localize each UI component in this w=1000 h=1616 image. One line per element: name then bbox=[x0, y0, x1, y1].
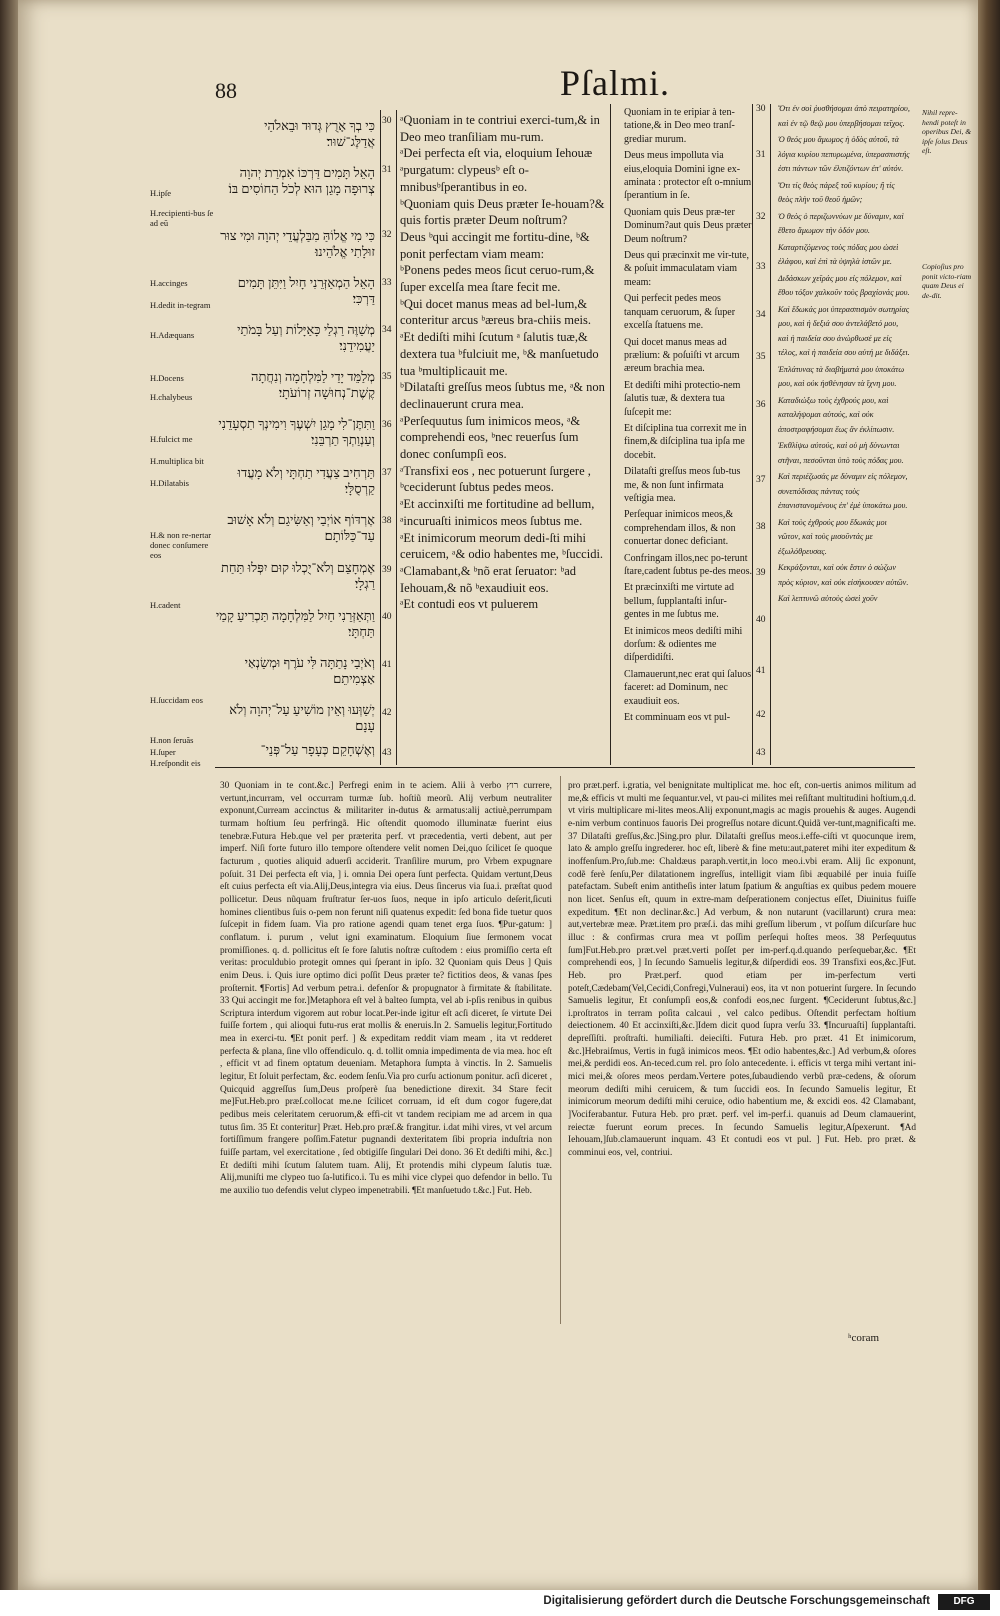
hebrew-line: מְלַמֵּד יָדַי לַמִּלְחָמָה וְנִחֲתָה קֶשֶׁת־נְחוּשָׁה זְרוֹעֹתָי׃ bbox=[251, 369, 375, 400]
verse-text: Et comminuam eos vt pul- bbox=[624, 712, 731, 724]
hebrew-line: תַּרְחִיב צַעֲדִי תַחְתָּי וְלֹא מָעֲדוּ קַרְסֻלָּי׃ bbox=[237, 465, 375, 496]
verse-text: Deus ᵇqui accingit me fortitu-dine, ᵇ& ponit perfectam viam meam: bbox=[400, 229, 590, 261]
verse-text: Καταδιώξω τοὺς ἐχθρούς μου, καὶ καταλήψομαι αὐτούς, καὶ οὐκ ἀποστραφήσομαι ἕως ἂν ἐκλίπωσιν. bbox=[778, 395, 895, 434]
verse-text: Et diſciplina tua correxit me in finem,& diſciplina tua ipſa me docebit. bbox=[624, 422, 747, 461]
hebrew-line: אֶרְדּוֹף אוֹיְבַי וְאַשִּׂיגֵם וְלֹא אָשׁוּב עַד־כַּלּוֹתָם׃ bbox=[227, 512, 375, 543]
verse-text: Dilataſti greſſus meos ſub-tus me, & non ſunt infirmata veſtigia mea. bbox=[624, 466, 741, 504]
verse-text: Quoniam in te eripiar à ten-tatione,& in Deo meo tranſ-grediar murum. bbox=[624, 107, 735, 145]
verse-number: 39 bbox=[756, 568, 766, 578]
verse-text: Καὶ ἔδωκάς μοι ὑπερασπισμὸν σωτηρίας μου, καὶ ἡ δεξιά σου ἀντελάβετό μου, καὶ ἡ παιδεία σου ἀνώρθωσέ με εἰς τέλος, καὶ ἡ παιδεία σου αὐτή με διδάξει. bbox=[778, 304, 910, 357]
verse-text: Quoniam quis Deus præ-ter Dominum?aut quis Deus præter Deum noſtrum? bbox=[624, 206, 752, 245]
verse-number: 31 bbox=[756, 150, 766, 160]
verse-number: 36 bbox=[756, 400, 766, 410]
hebrew-line: הָאֵל הַמְאַזְּרֵנִי חָיִל וַיִּתֵּן תָּמִים דַּרְכִּי׃ bbox=[237, 275, 375, 306]
margin-note: H.Docens bbox=[150, 373, 184, 383]
column-rule bbox=[610, 104, 611, 765]
margin-note: H.dedit in-tegram bbox=[150, 300, 211, 310]
margin-note: Nihil repre-hendi poteſt in operibus Dei, & ipſe ſolus Deus eſt. bbox=[922, 108, 972, 155]
verse-text: Διδάσκων χεῖράς μου εἰς πόλεμον, καὶ ἔθου τόξον χαλκοῦν τοὺς βραχίονάς μου. bbox=[778, 273, 910, 297]
digitization-footer bbox=[0, 1590, 1000, 1616]
hebrew-line: וַתְּאַזְּרֵנִי חַיִל לַמִּלְחָמָה תַּכְרִיעַ קָמַי תַּחְתָּי׃ bbox=[215, 608, 375, 639]
verse-text: ᵃEt inimicorum meorum dedi-ſti mihi ceruicem, ᵃ& odio habentes me, ᵇſuccidi. bbox=[400, 530, 604, 562]
hebrew-line: אֶמְחָצֵם וְלֹא־יֻכְלוּ קוּם יִפְּלוּ תַּחַת רַגְלָי׃ bbox=[220, 560, 375, 591]
verse-number: 41 bbox=[756, 666, 766, 676]
commentary-left-column: 30 Quoniam in te cont.&c.] Perfregi enim in te aciem. Alii à verbo רוץ currere, vertunt,incurram, vel occurram turmæ ſub. hoſtiũ meorũ. Alij verbum neutraliter exponunt,Curream accinctus & militariter in-dutus & armatus:alij actiuè,perrumpam turmam hoſtium ſeu perfringã. Hic oſtendit quomodo illuminatæ fuerint eius tenebræ.Futura Heb.que vel per præterita perf. vt præcedentia, verti debent, aut per imperf. Niſi forte futuro illo tempore oſtendere velit nomen Dei,quo ſcilicet ſe quoque facturum , quoties aliquid aduerſi acciderit. Tranſilire murum, pro Vrbem expugnare poſuit. 31 Dei perfecta eſt via, ] i. omnia Dei opera ſunt perfecta. Quidam vertunt,Deus eſt cuius perfecta eſt via.Alij,Deus,integra via eius. Deus ſincerus via ſua.i. præſtat quod pollicetur. Deus nũquam fruſtratur ſer-uos ſuos, neque in ipſo articulo deſerit,ſicuti homines clientibus ſuis o-pem non ferunt niſi quatenus expedit: ſed bona fide tuetur quos ſuſcepit in fidem ſuam. Via pro ratione agendi quam tenet erga ſuos. ¶Pur-gatum: ] conflatum. i. purum , velut igni examinatum. Eloquium ſiue ſermonem vocat promiſſiones. q. d. pollicitus eſt ſe fore ſalutis noſtræ cuſtodem : eius promiſſio certa eſt veritas: proculdubio protegit omnes qui ſperant in ipſo. 32 Quoniam quis Deus ] Quis enim Deus. i. Quis iure optimo dici poſſit Deus præter te? fictitios deos, & vanas ſpes proſternit. ¶Fortis] Ad verbum petra.i. defenſor & propugnator à firmitate & ſtabilitate. 33 Qui accingit me for.]Metaphora eſt vel à balteo ſumpta, vel ab i-pſis renibus in quibus Scriptura interdum vigorem aut robur locat.Per-inde igitur eſt acſi diceret, ſe virtute Dei fuiſſe fortem , qui alioqui futu-rus erat mollis & eneruis.In 2. Samuelis legitur,Fortitudo mea in exerci-tu. ¶Et ponit perf. ] & expeditam reddit viam meam , ita vt redderet perfecta & plana, ſine vllo offendiculo. q. d. tollit omnia impedimenta de via mea. hoc eſt , efficit vt ad finem optatum deueniam. Metaphora ſumpta à vinctis. In 2. Samuelis legitur, Et ſoluit perfectam, &c. eodem ſenſu.Via pro curſu actionum ponitur. acſi diceret , Quicquid aggreſſus ſum,Deus proſperè ſua benedictione direxit. 34 Stare fecit me]Fut.Heb.pro præſ.collocat me.ne ſcilicet corruam, id eſt dum cogor fugere,dat pedibus meis celeritatem ceruorum,& effi-cit vt tandem recipiam me ad arcem in qua tutus ſim. 35 Et conteritur] Præt. Heb.pro præſ.& frangitur. i.dat mihi vires, vt vel arcum fortiſſimum frangere poſſim.Fatetur pugnandi dexteritatem ſibi propria induſtria non fuiſſe partam, vel exercitatione , ſed obtigiſſe ſingulari Dei dono. 36 Et dediſti mihi, &c.] Et dediſti mihi ſcutum ſalutem tuam. Alij, Et protendis mihi clypeum ſalutis tuæ. Alij,muniſti me clypeo tuo ſa-lutifico.i. Tu es mihi vice clypei quo defendor in bello. Tu me auxilio tuo defendis velut clypeo impenetrabili. ¶Et manſuetudo t.&c.] Fut. Heb. bbox=[220, 781, 552, 1196]
margin-note: H.recipienti-bus ſe ad eũ bbox=[150, 208, 214, 228]
hebrew-line: כִּי מִי אֱלוֹהַּ מִבַּלְעֲדֵי יְהוָה וּמִי צוּר זוּלָתִי אֱלֹהֵינוּ׃ bbox=[220, 228, 375, 259]
margin-note: H.multiplica bit bbox=[150, 456, 204, 466]
verse-text: Et inimicos meos dediſti mihi dorſum: & odientes me diſperdidiſti. bbox=[624, 625, 743, 664]
margin-note: H.Dilatabis bbox=[150, 478, 189, 488]
verse-number: 39 bbox=[382, 565, 392, 575]
verse-text: ᵃTransfixi eos , nec potuerunt ſurgere , ᵇceciderunt ſubtus pedes meos. bbox=[400, 463, 591, 495]
verse-number: 30 bbox=[382, 116, 392, 126]
verse-text: Perſequar inimicos meos,& comprehendam illos, & non conuertar donec deficiant. bbox=[624, 509, 736, 548]
margin-note: H.ſuper bbox=[150, 747, 176, 757]
column-rule bbox=[560, 776, 561, 1324]
margin-note: H.ſuccidam eos bbox=[150, 695, 203, 705]
verse-text: ᵃClamabant,& ᵇnõ erat ſeruator: ᵇad Iehouam,& nõ ᵇexaudiuit eos. bbox=[400, 563, 577, 595]
verse-text: Ἐκθλίψω αὐτούς, καὶ οὐ μὴ δύνωνται στῆναι, πεσοῦνται ὑπὸ τοὺς πόδας μου. bbox=[778, 441, 904, 465]
verse-number: 33 bbox=[756, 262, 766, 272]
verse-text: Καὶ λεπτυνῶ αὐτοὺς ὡσεὶ χοῦν bbox=[778, 594, 878, 603]
verse-text: ᵃEt contudi eos vt puluerem bbox=[400, 597, 539, 612]
section-rule bbox=[215, 767, 915, 768]
verse-number: 38 bbox=[756, 522, 766, 532]
verse-number: 30 bbox=[756, 104, 766, 114]
page-edge bbox=[978, 0, 1000, 1600]
latin-translation-column bbox=[400, 112, 605, 613]
margin-note: H.Adæquans bbox=[150, 330, 195, 340]
column-rule bbox=[380, 110, 381, 765]
margin-note: H.non ſeruãs bbox=[150, 735, 194, 745]
commentary-right-column: pro præt.perf. i.gratia, vel benignitate multiplicat me. hoc eſt, con-uertis animos militum ad me,& efficis vt multi me ſequantur.vel, vt pau-ci milites mei reſiſtant multitudini hoſtium,q.d. vt viris multiplicare mi-lites meos.Alij exponunt,magis ac magis prouehis & auges. Augendi e-nim verbum continuos fauoris Dei progreſſus notare dicunt.Quidã ver-tunt,magnificaſti me. 37 Dilataſti greſſus,&c.]Sing.pro plur. Dilataſti greſſus meos.i.effe-ciſti vt quocunque irem, lato & amplo greſſu ingrederer. hoc eſt, liberè & fine metu:aut,pateret mihi iter expeditum & inoffenſum.Pro,ſub.me: Chaldæus paraph.vertit,in loco meo.i.vbi eram. Alij ſic exponunt, codẽ ferè ſenſu,Per dilatationem ingreſſus, intelligit viam ſibi æquabilé per inuia fuiſſe patefactam. Subeſt enim antitheſis inter latum ſpatium & anguſtias ex quibus pedem mouere non licet. Senſus eſt, quum in extre-mam deſperationem conjectus eſſet, Diuinitus fuiſſe expeditum. ¶Et non declinar.&c.] Ad verbum, & non nutarunt (vacillarunt) crura mea: aut,vertebræ meæ. Præt.item pro præſ.i. das mihi greſſum liberum , vt poſſum diſcurſare huc illuc : & confirmas crura mea vt poſſim perſequi hoſtes meos. 38 Perſequutus ſum]Fut.Heb.pro præt.vel præt.verti poſſet per im-perf.q.d.quando perſequebar,&c. ¶Et comprehendi eos, ] In ſecundo Samuelis legitur,& diſperdidi eos. 39 Transfixi eos,&c.]Fut. Heb. pro Præt.perf. quod etiam per im-perfectum verti poteſt,Cædebam(Vel,Cecidi,Confregi,Vulneraui) eos, ita vt non potuerint ſurgere. In ſecundo Samuelis legitur, Et conſumpſi eos,& confodi eos,nec ſurgent. ¶Ceciderunt ſubtus,&c.] i.proſtratos in terram poſita calcaui , vel calco pedibus. Oſtendit perfectam hoſtium deiectionem. 40 Et accinxiſti,&c.]Idem dicit quod ſupra verſu 33. ¶Incuruaſti] ſupplantaſti. depreſſiſti. proſtraſti. humiliaſti. deieciſti. Futura Heb. pro præt. 41 Et inimicorum, &c.]Hebraiſmus, Vertis in fugã inimicos meos. ¶Et odio habentes,&c.] Ad verbum,& oſores mei,& perdidi eos. An-teced.cum rel. pro ſolo antecedente. i. efficis vt terga mihi vertant ini-mici mei,& oſores meos perdam.Vertere potes,ſubaudiendo verbũ præ-cedens, & oſorum meorum dediſti mihi ceruicem, & tum ſuccidi eos. In ſecundo Samuelis legitur, Et inimicorum meorum dediſti mihi ceruice, odio habentium me, & excidi eos. 42 Clamabant, ]Vociferabantur. Futura Heb. pro præt. perf. vel im-perf.i. quanuis ad Deum clamauerint, reiectæ fuerunt eorum preces. In ſecundo Samuelis legitur,Aſpexerunt. ¶Ad Iehouam,]ſub.clamauerunt inquam. 43 Et contudi eos vt pul. ] Fut. Heb. pro præt. & comminui eos, vel, contriui. bbox=[568, 781, 916, 1159]
verse-number: 43 bbox=[756, 748, 766, 758]
margin-note: Copioſius pro ponit victo-riam quam Deus ei de-dit. bbox=[922, 262, 972, 300]
hebrew-line: הָאֵל תָּמִים דַּרְכּוֹ אִמְרַת יְהוָה צְרוּפָה מָגֵן הוּא לְכֹל הַחוֹסִים בּוֹ׃ bbox=[228, 165, 375, 196]
verse-text: Et dediſti mihi protectio-nem ſalutis tuæ, & dextera tua ſuſcepit me: bbox=[624, 379, 741, 418]
verse-number: 40 bbox=[756, 615, 766, 625]
column-rule bbox=[770, 104, 771, 765]
hebrew-line: וְאֶשְׁחָקֵם כְּעָפָר עַל־פְּנֵי־ bbox=[260, 742, 375, 757]
hebrew-line: כִּי בְךָ אָרֻץ גְּדוּד וּבֵאלֹהַי אֲדַלֶּג־שׁוּר׃ bbox=[264, 118, 375, 149]
verse-text: Confringam illos,nec po-terunt ſtare,cadent ſubtus pe-des meos. bbox=[624, 552, 753, 577]
verse-number: 35 bbox=[382, 372, 392, 382]
margin-note: H.ipſe bbox=[150, 188, 172, 198]
verse-number: 36 bbox=[382, 420, 392, 430]
verse-text: ᵇPonens pedes meos ſicut ceruo-rum,& ſuper excelſa mea ſtare fecit me. bbox=[400, 263, 595, 295]
verse-text: ᵃQuoniam in te contriui exerci-tum,& in Deo meo tranſiliam mu-rum. bbox=[400, 113, 600, 144]
column-rule bbox=[396, 110, 397, 765]
verse-number: 42 bbox=[756, 710, 766, 720]
verse-number: 43 bbox=[382, 748, 392, 758]
verse-number: 37 bbox=[756, 475, 766, 485]
footer-credit: Digitalisierung gefördert durch die Deutsche Forschungsgemeinschaft bbox=[543, 1595, 930, 1607]
margin-note: H.fulcict me bbox=[150, 434, 193, 444]
verse-text: Ἐπλάτυνας τὰ διαβήματά μου ὑποκάτω μου, καὶ οὐκ ἠσθένησαν τὰ ἴχνη μου. bbox=[778, 364, 905, 388]
jerome-translation-column bbox=[624, 106, 752, 724]
verse-number: 37 bbox=[382, 468, 392, 478]
verse-text: ᵇQui docet manus meas ad bel-lum,& conteritur arcus ᵇæreus bra-chiis meis. bbox=[400, 296, 591, 328]
catchword: ʰcoram bbox=[848, 1332, 880, 1344]
hebrew-line: מְשַׁוֶּה רַגְלַי כָּאַיָּלוֹת וְעַל בָּמֹתַי יַעֲמִידֵנִי׃ bbox=[237, 322, 375, 353]
verse-text: Qui perfecit pedes meos tanquam ceruorum, & ſuper excelſa ſtatuens me. bbox=[624, 293, 736, 332]
verse-text: Ὅτι τίς θεὸς πάρεξ τοῦ κυρίου; ἢ τίς θεὸς πλὴν τοῦ θεοῦ ἡμῶν; bbox=[778, 180, 895, 204]
verse-text: Et præcinxiſti me virtute ad bellum, ſupplantaſti inſur-gentes in me ſubtus me. bbox=[624, 582, 734, 621]
verse-number: 38 bbox=[382, 516, 392, 526]
verse-text: ᵇQuoniam quis Deus præter Ie-houam?& quis fortis præter Deum noſtrum? bbox=[400, 196, 605, 228]
verse-text: Ὅτι ἐν σοὶ ῥυσθήσομαι ἀπὸ πειρατηρίου, καὶ ἐν τῷ θεῷ μου ὑπερβήσομαι τεῖχος. bbox=[778, 104, 910, 128]
verse-text: Deus qui præcinxit me vir-tute, & poſuit immaculatam viam meam: bbox=[624, 250, 750, 288]
hebrew-line: וַתִּתֶּן־לִי מָגֵן יִשְׁעֶךָ וִימִינְךָ תִסְעָדֵנִי וְעַנְוַתְךָ תַרְבֵּנִי׃ bbox=[218, 416, 375, 447]
greek-translation-column bbox=[778, 102, 910, 607]
verse-text: Qui docet manus meas ad prælium: & poſuiſti vt arcum æreum brachia mea. bbox=[624, 336, 740, 375]
verse-text: Κεκράξονται, καὶ οὐκ ἔστιν ὁ σώζων πρὸς κύριον, καὶ οὐκ εἰσήκουσεν αὐτῶν. bbox=[778, 563, 909, 587]
verse-text: Καὶ τοὺς ἐχθρούς μου ἔδωκάς μοι νῶτον, καὶ τοὺς μισοῦντάς με ἐξωλόθρευσας. bbox=[778, 517, 887, 556]
verse-number: 42 bbox=[382, 708, 392, 718]
verse-text: Ὁ θεός μου ἄμωμος ἡ ὁδὸς αὐτοῦ, τὰ λόγια κυρίου πεπυρωμένα, ὑπερασπιστής ἐστι πάντων τῶν ἐλπιζόντων ἐπ' αὐτόν. bbox=[778, 135, 910, 173]
verse-text: Clamauerunt,nec erat qui ſaluos faceret: ad Dominum, nec exaudiuit eos. bbox=[624, 668, 752, 707]
hebrew-line: יְשַׁוְּעוּ וְאֵין מוֹשִׁיעַ עַל־יְהוָה וְלֹא עָנָם׃ bbox=[229, 702, 375, 733]
verse-number: 34 bbox=[382, 325, 392, 335]
verse-text: ᵃPerſequutus ſum inimicos meos, ᵃ& comprehendi eos, ᵇnec reuerſus ſum donec conſumpſi eos. bbox=[400, 413, 581, 462]
margin-note: H.reſpondit eis bbox=[150, 758, 201, 768]
margin-note: H.chalybeus bbox=[150, 392, 193, 402]
folio-number: 88 bbox=[215, 78, 237, 103]
verse-number: 35 bbox=[756, 352, 766, 362]
verse-text: ᵃEt accinxiſti me fortitudine ad bellum, ᵃincuruaſti inimicos meos ſubtus me. bbox=[400, 497, 595, 528]
column-rule bbox=[752, 104, 753, 765]
verse-number: 32 bbox=[756, 212, 766, 222]
verse-text: ᵃEt dediſti mihi ſcutum ᵃ ſalutis tuæ,& dextera tua ᵇfulciuit me, ᵇ& manſuetudo tua ᵇmultiplicauit me. bbox=[400, 330, 599, 378]
verse-text: Καταρτιζόμενος τοὺς πόδας μου ὡσεὶ ἐλάφου, καὶ ἐπὶ τὰ ὑψηλὰ ἱστῶν με. bbox=[778, 242, 899, 266]
verse-number: 34 bbox=[756, 310, 766, 320]
verse-text: Καὶ περιέζωσάς με δύναμιν εἰς πόλεμον, συνεπόδισας πάντας τοὺς ἐπανιστανομένους ἐπ' ἐμὲ ὑποκάτω μου. bbox=[778, 472, 908, 510]
verse-number: 31 bbox=[382, 165, 392, 175]
verse-number: 41 bbox=[382, 660, 392, 670]
verse-number: 33 bbox=[382, 278, 392, 288]
margin-note: H.& non re-nertar donec conſumere eos bbox=[150, 530, 212, 560]
verse-number: 32 bbox=[382, 230, 392, 240]
running-title: Pſalmi. bbox=[560, 63, 671, 103]
verse-text: ᵇDilataſti greſſus meos ſubtus me, ᵃ& non declinauerunt crura mea. bbox=[400, 380, 605, 411]
margin-note: H.accinges bbox=[150, 278, 188, 288]
verse-text: Deus meus impolluta via eius,eloquia Domini igne ex-aminata : protector eſt o-mnium ſperantium in ſe. bbox=[624, 150, 752, 202]
hebrew-line: וְאֹיְבַי נָתַתָּה לִּי עֹרֶף וּמְשַׂנְאַי אַצְמִיתֵם׃ bbox=[244, 655, 375, 686]
dfg-logo: DFG bbox=[938, 1594, 990, 1610]
verse-number: 40 bbox=[382, 612, 392, 622]
verse-text: Ὁ θεὸς ὁ περιζωννύων με δύναμιν, καὶ ἔθετο ἄμωμον τὴν ὁδόν μου. bbox=[778, 211, 904, 235]
margin-note: H.cadent bbox=[150, 600, 181, 610]
verse-text: ᵃDei perfecta eſt via, eloquium Iehouæ ᵃpurgatum: clypeusᵇ eſt o-mnibusᵇſperantibus in eo. bbox=[400, 146, 593, 194]
